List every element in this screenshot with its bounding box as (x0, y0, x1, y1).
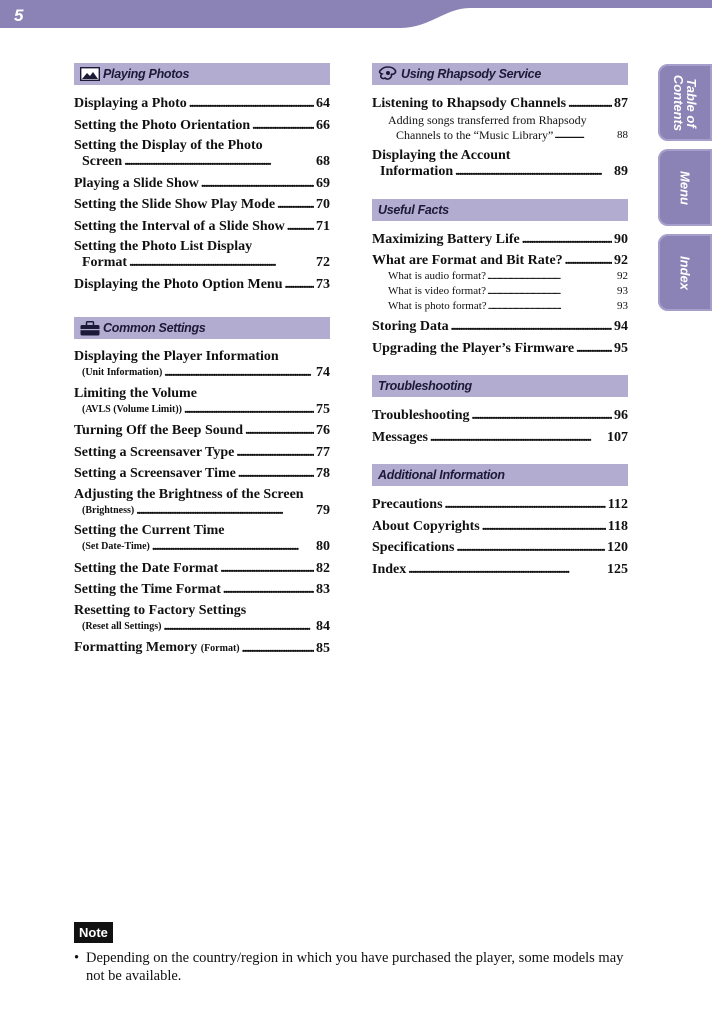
additional-information-entries (372, 486, 628, 578)
toolbox-icon (80, 321, 100, 336)
toc-entry[interactable]: Setting the Photo List Display Format . . . 72 (74, 239, 330, 271)
toc-left-column (74, 63, 330, 662)
toc-entry[interactable]: Setting the Photo Orientation . . . 66 (74, 117, 330, 134)
toc-entry[interactable]: Adjusting the Brightness of the Screen (Brightness) . . . 79 (74, 487, 330, 519)
note-section (74, 922, 630, 985)
toc-subentry[interactable]: What is photo format? . . . 93 (372, 300, 628, 313)
section-header-additional-information: Additional Information (372, 464, 628, 486)
toc-entry[interactable]: Displaying a Photo . . . 64 (74, 95, 330, 112)
toc-entry[interactable]: Setting a Screensaver Type . . . 77 (74, 444, 330, 461)
tab-label: Table of (684, 77, 699, 128)
toc-subentry[interactable]: What is audio format? . . . 92 (372, 270, 628, 283)
tab-menu[interactable] (658, 149, 712, 226)
toc-entry[interactable]: Upgrading the Player’s Firmware . . . 95 (372, 340, 628, 357)
note-label: Note (74, 922, 113, 943)
toc-entry[interactable]: Setting the Display of the Photo Screen . . . 68 (74, 138, 330, 170)
toc-entry[interactable]: Index . . . 125 (372, 561, 628, 578)
toc-entry[interactable]: Setting the Current Time (Set Date-Time) . . . 80 (74, 523, 330, 555)
useful-facts-entries (372, 221, 628, 357)
tab-table-of-contents[interactable] (658, 64, 712, 141)
toc-entry[interactable]: Troubleshooting . . . 96 (372, 407, 628, 424)
toc-entry[interactable]: What are Format and Bit Rate? . . . 92 (372, 252, 628, 269)
section-header-useful-facts: Useful Facts (372, 199, 628, 221)
note-body: Depending on the country/region in which you have purchased the player, some models may not be available. (86, 950, 624, 984)
toc-entry[interactable]: Turning Off the Beep Sound . . . 76 (74, 422, 330, 439)
tab-label: Menu (677, 170, 693, 205)
bullet-icon: • (74, 950, 80, 966)
toc-entry[interactable]: Limiting the Volume (AVLS (Volume Limit)) . . . 75 (74, 386, 330, 418)
section-header-common-settings: Common Settings (74, 317, 330, 339)
tab-label: Contents (671, 74, 686, 131)
note-text (74, 949, 630, 985)
rhapsody-icon (378, 66, 398, 82)
section-header-rhapsody: Using Rhapsody Service (372, 63, 628, 85)
toc-entry[interactable]: Setting the Interval of a Slide Show . . . 71 (74, 218, 330, 235)
page-number: 5 (14, 6, 24, 25)
playing-photos-entries (74, 85, 330, 293)
toc-entry[interactable]: Displaying the Photo Option Menu . . . 73 (74, 276, 330, 293)
toc-entry[interactable]: Setting the Date Format . . . 82 (74, 560, 330, 577)
toc-subentry[interactable]: Adding songs transferred from Rhapsody Channels to the “Music Library” . . . 88 (372, 113, 628, 142)
toc-entry[interactable]: Setting a Screensaver Time . . . 78 (74, 465, 330, 482)
toc-entry[interactable]: Maximizing Battery Life . . . 90 (372, 231, 628, 248)
section-header-troubleshooting: Troubleshooting (372, 375, 628, 397)
tab-index[interactable] (658, 234, 712, 311)
toc-entry[interactable]: Specifications . . . 120 (372, 539, 628, 556)
toc-entry[interactable]: Playing a Slide Show . . . 69 (74, 175, 330, 192)
toc-entry[interactable]: Messages . . . 107 (372, 429, 628, 446)
rhapsody-entries (372, 85, 628, 180)
toc-entry[interactable]: Formatting Memory (Format) . . . 85 (74, 639, 330, 657)
troubleshooting-entries (372, 397, 628, 446)
toc-entry[interactable]: About Copyrights . . . 118 (372, 518, 628, 535)
toc-entry[interactable]: Setting the Slide Show Play Mode . . . 70 (74, 196, 330, 213)
top-header-bar (0, 0, 712, 30)
toc-entry[interactable]: Displaying the Account Information . . . 89 (372, 148, 628, 180)
toc-entry[interactable]: Displaying the Player Information (Unit Information) . . . 74 (74, 349, 330, 381)
toc-entry[interactable]: Setting the Time Format . . . 83 (74, 581, 330, 598)
toc-entry[interactable]: Listening to Rhapsody Channels . . . 87 (372, 95, 628, 112)
toc-entry[interactable]: Storing Data . . . 94 (372, 318, 628, 335)
photo-icon (80, 67, 100, 81)
toc-subentry[interactable]: What is video format? . . . 93 (372, 285, 628, 298)
toc-entry[interactable]: Precautions . . . 112 (372, 496, 628, 513)
toc-right-column (372, 63, 628, 582)
common-settings-entries (74, 339, 330, 657)
toc-entry[interactable]: Resetting to Factory Settings (Reset all Settings) . . . 84 (74, 603, 330, 635)
section-header-playing-photos: Playing Photos (74, 63, 330, 85)
tab-label: Index (677, 255, 693, 290)
